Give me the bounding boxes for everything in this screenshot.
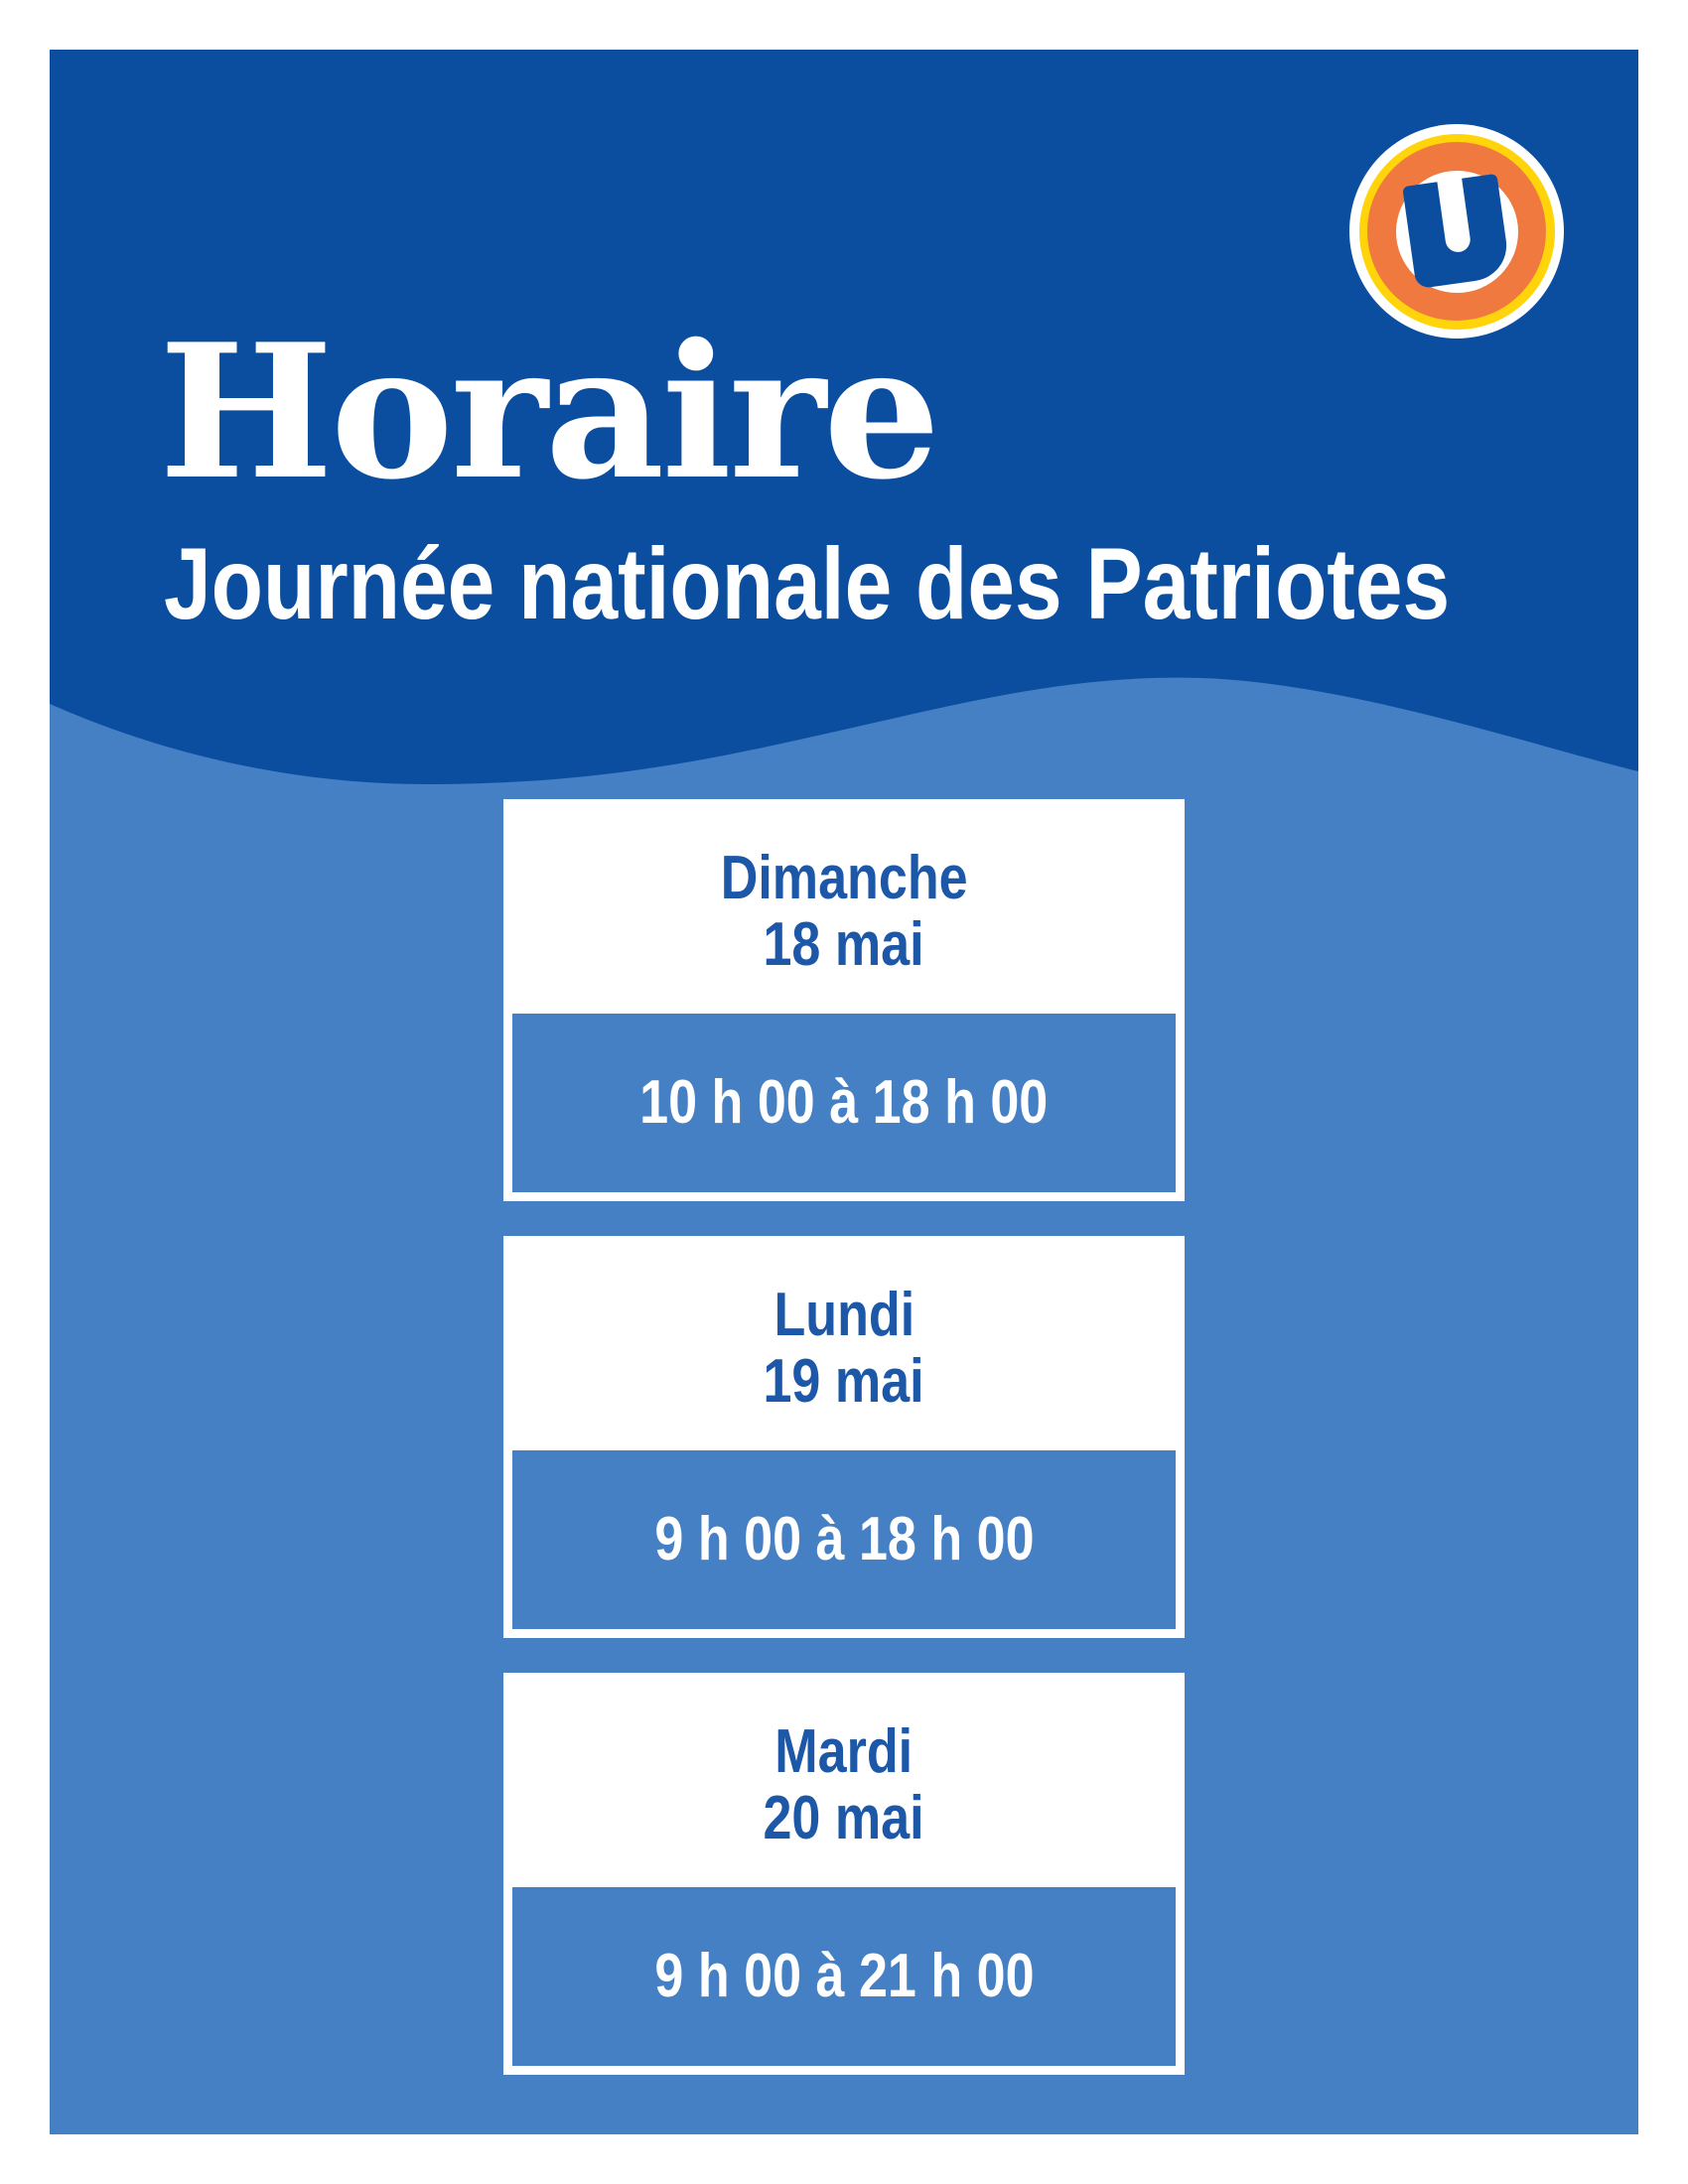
- logo-yellow-ring-icon: [1359, 134, 1555, 330]
- date-label: 20 mai: [763, 1783, 925, 1852]
- u-letter-icon: [1402, 174, 1511, 289]
- card-day-section: [512, 1682, 1176, 1887]
- page-title: Horaire: [159, 303, 938, 520]
- card-day-section: [512, 808, 1176, 1014]
- brand-logo: [1349, 124, 1564, 339]
- card-day-section: [512, 1245, 1176, 1450]
- date-label: 19 mai: [763, 1346, 925, 1416]
- hours-label: 9 h 00 à 21 h 00: [653, 1942, 1035, 2010]
- poster-panel: [50, 50, 1638, 2134]
- logo-inner-circle: [1396, 171, 1518, 293]
- schedule-card-tuesday: [503, 1673, 1185, 2075]
- day-label: Mardi: [774, 1716, 914, 1786]
- schedule-card-monday: [503, 1236, 1185, 1638]
- page-subtitle: Journée nationale des Patriotes: [164, 527, 1451, 640]
- hours-band: [512, 1450, 1176, 1629]
- logo-orange-ring-icon: [1367, 142, 1546, 321]
- date-label: 18 mai: [763, 909, 925, 979]
- schedule-card-sunday: [503, 799, 1185, 1201]
- hours-band: [512, 1014, 1176, 1192]
- day-label: Dimanche: [720, 843, 968, 912]
- hours-band: [512, 1887, 1176, 2066]
- day-label: Lundi: [774, 1280, 914, 1349]
- hours-label: 9 h 00 à 18 h 00: [653, 1505, 1035, 1573]
- hours-label: 10 h 00 à 18 h 00: [639, 1068, 1049, 1137]
